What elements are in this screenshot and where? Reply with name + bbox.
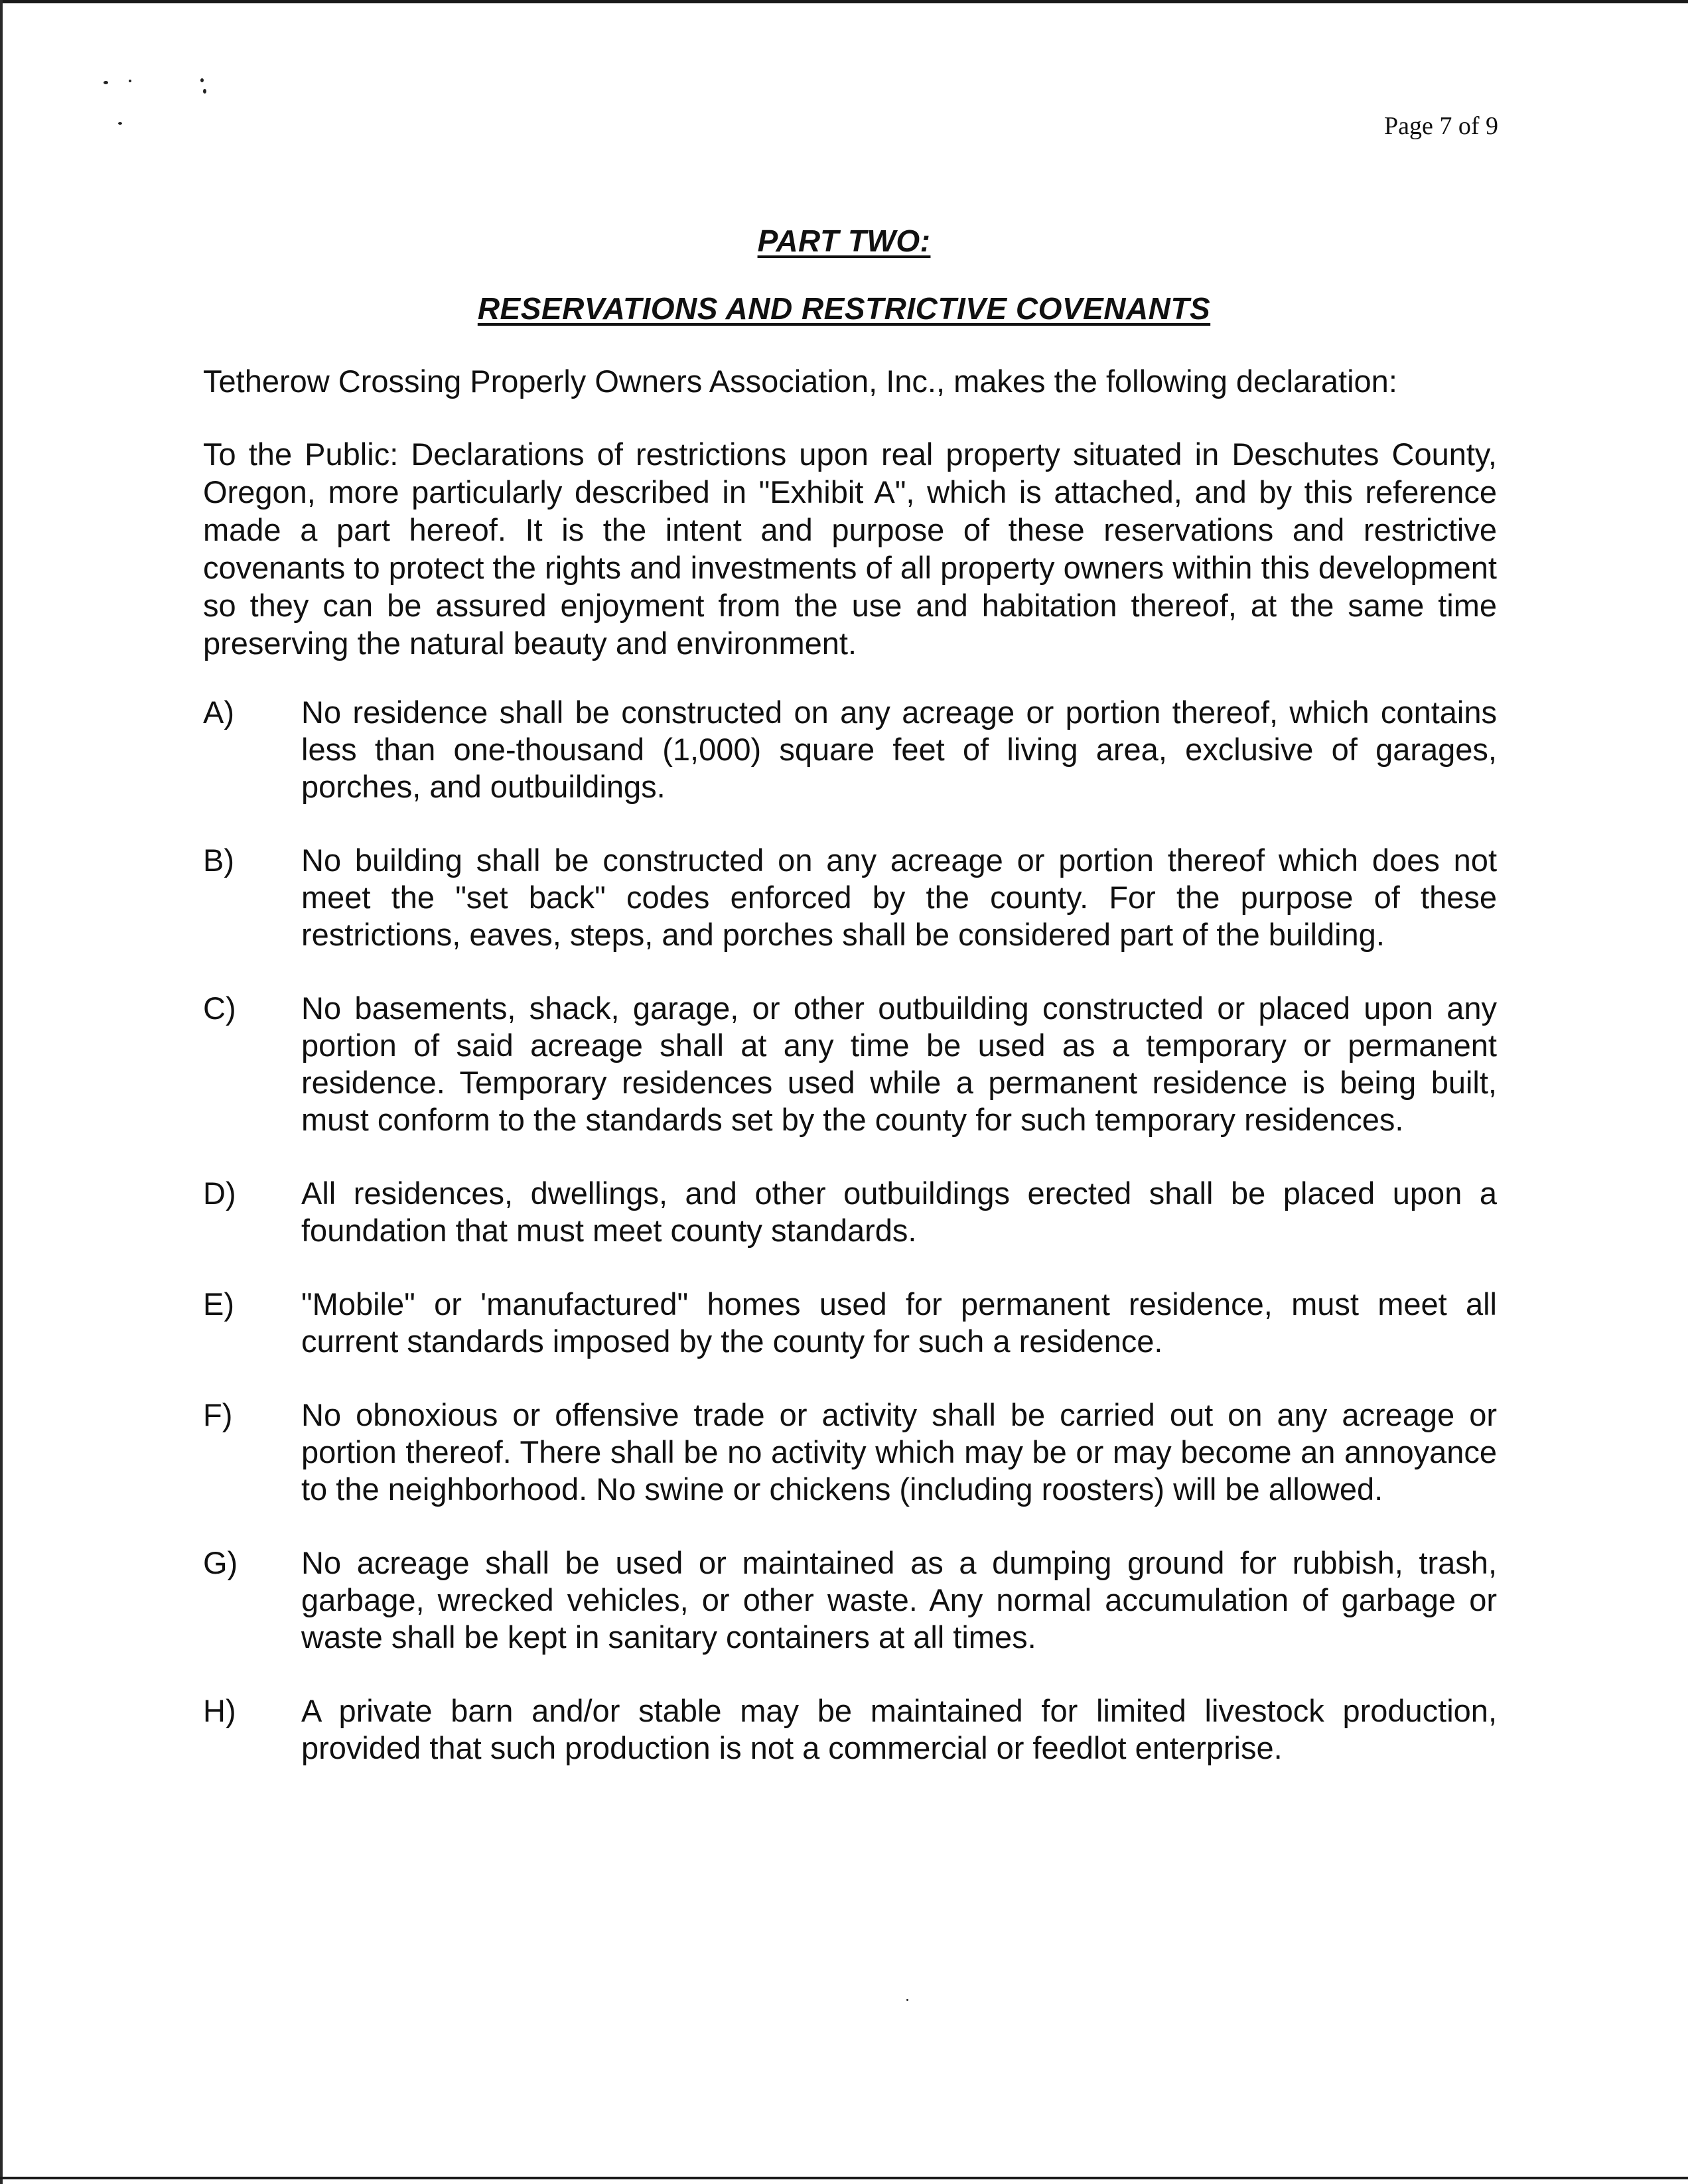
covenant-item-a bbox=[203, 694, 1497, 805]
scan-speck bbox=[129, 80, 131, 82]
scan-speck bbox=[104, 81, 108, 84]
covenant-item-d bbox=[203, 1175, 1497, 1249]
item-label: E) bbox=[203, 1286, 234, 1322]
item-label: C) bbox=[203, 990, 236, 1026]
covenant-item-b bbox=[203, 842, 1497, 953]
covenant-item-g bbox=[203, 1544, 1497, 1656]
scan-speck bbox=[906, 1999, 908, 2001]
item-label: F) bbox=[203, 1397, 233, 1432]
item-label: H) bbox=[203, 1693, 236, 1728]
intro-paragraph: Tetherow Crossing Properly Owners Association, Inc., makes the following declaration: bbox=[203, 364, 1397, 399]
covenant-list bbox=[203, 694, 1497, 1803]
covenant-item-h bbox=[203, 1692, 1497, 1767]
item-text: A private barn and/or stable may be maintained for limited livestock production, provided that such production is not a commercial or feedlot enterprise. bbox=[301, 1693, 1497, 1765]
page-number: Page 7 of 9 bbox=[1383, 112, 1498, 140]
scan-speck bbox=[203, 89, 206, 94]
item-label: G) bbox=[203, 1545, 238, 1580]
item-label: A) bbox=[203, 695, 234, 730]
part-heading: PART TWO: bbox=[757, 224, 931, 258]
covenant-item-c bbox=[203, 990, 1497, 1138]
scan-speck bbox=[200, 78, 204, 82]
scan-edge-top bbox=[0, 0, 1688, 3]
item-text: No basements, shack, garage, or other outbuilding constructed or placed upon any portion of said acreage shall at any time be used as a temporary or permanent residence. Temporary residences used while a permanent residence is being built, must conform to the standards set by the county for such temporary residences. bbox=[301, 990, 1497, 1137]
section-title: RESERVATIONS AND RESTRICTIVE COVENANTS bbox=[477, 291, 1211, 326]
covenant-item-e bbox=[203, 1286, 1497, 1360]
scan-speck bbox=[118, 122, 122, 125]
item-text: No building shall be constructed on any acreage or portion thereof which does not meet the "set back" codes enforced by the county. For the purpose of these restrictions, eaves, steps, and porches shall be considered part of the building. bbox=[301, 843, 1497, 952]
item-label: B) bbox=[203, 843, 234, 878]
scan-edge-bottom bbox=[0, 2177, 1688, 2179]
item-text: "Mobile" or 'manufactured" homes used for permanent residence, must meet all current standards imposed by the county for such a residence. bbox=[301, 1286, 1497, 1359]
item-text: No acreage shall be used or maintained as a dumping ground for rubbish, trash, garbage, wrecked vehicles, or other waste. Any normal accumulation of garbage or waste shall be kept in sanitary containers at all times. bbox=[301, 1545, 1497, 1655]
item-text: No residence shall be constructed on any acreage or portion thereof, which contains less than one-thousand (1,000) square feet of living area, exclusive of garages, porches, and outbuildings. bbox=[301, 695, 1497, 804]
item-text: All residences, dwellings, and other outbuildings erected shall be placed upon a foundation that must meet county standards. bbox=[301, 1176, 1497, 1248]
covenant-item-f bbox=[203, 1397, 1497, 1508]
item-text: No obnoxious or offensive trade or activity shall be carried out on any acreage or portion thereof. There shall be no activity which may be or may become an annoyance to the neighborhood. No swine or chickens (including roosters) will be allowed. bbox=[301, 1397, 1497, 1507]
item-label: D) bbox=[203, 1176, 236, 1211]
preamble-paragraph: To the Public: Declarations of restrictions upon real property situated in Deschutes County, Oregon, more particularly described in "Exhibit A", which is attached, and by this reference made a part hereof. It is the intent and purpose of these reservations and restrictive covenants to protect the rights and investments of all property owners within this development so they can be assured enjoyment from the use and habitation thereof, at the same time preserving the natural beauty and environment. bbox=[203, 437, 1497, 661]
scan-edge-left bbox=[0, 0, 3, 2184]
